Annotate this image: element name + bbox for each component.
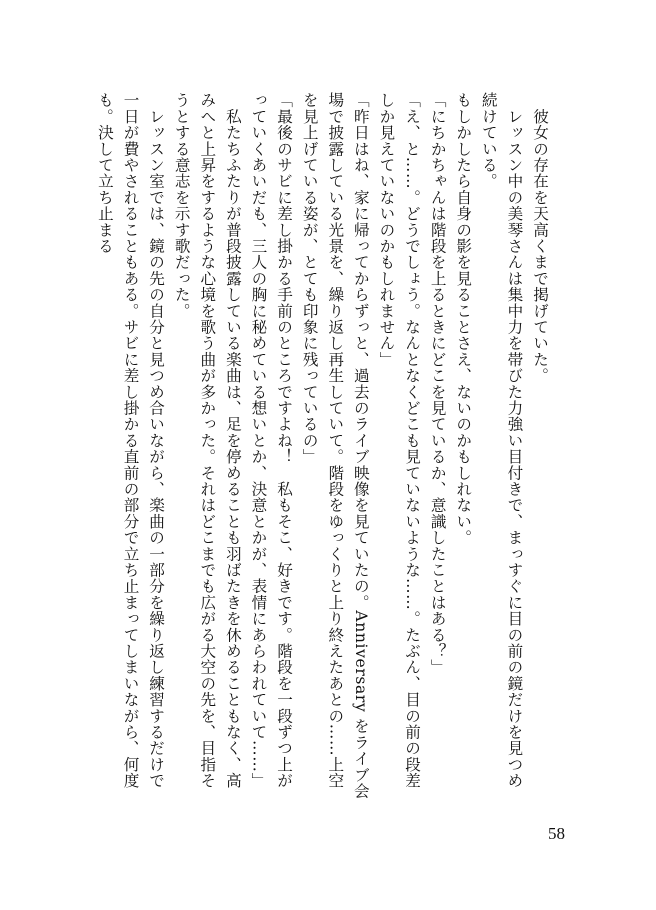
paragraph-1: 彼女の存在を天高くまで掲げていた。 — [531, 92, 549, 384]
paragraph-8: 私たちふたりが普段披露している楽曲は、足を停めることも羽ばたきを休めることもなく、高みへと上昇をするような心境を歌う曲が多かった。それはどこまでも広がる大空の先を、目指そうとする意志を示す歌だった。 — [172, 92, 242, 789]
body-text — [92, 92, 552, 800]
paragraph-9: レッスン室では、鏡の先の自分と見つめ合いながら、楽曲の一部分を繰り返し練習するだけで一日が費やされることもある。サビに差し掛かる直前の部分で立ち止まってしまいながら、何度も。決して立ち止まる — [95, 92, 166, 789]
paragraph-6: 「昨日はね、家に帰ってからずっと、過去のライブ映像を見ていたの。Anniversary をライブ会場で披露している光景を、繰り返し再生していて。階段をゆっくりと上り終えたあとの……上空を見上げている姿が、とても印象に残っているの」 — [300, 92, 370, 799]
paragraph-3: もしかしたら自身の影を見ることさえ、ないのかもしれない。 — [454, 92, 473, 546]
paragraph-2: レッスン中の美琴さんは集中力を帯びた力強い目付きで、まっすぐに目の前の鏡だけを見つめ続けている。 — [479, 92, 524, 789]
page-number: 58 — [548, 824, 565, 843]
paragraph-7: 「最後のサビに差し掛かる手前のところですよね！ 私もそこ、好きです。階段を一段ずつ上がっていくあいだも、三人の胸に秘めている想いとか、決意とかが、表情にあらわれていて……」 — [249, 92, 294, 789]
paragraph-4: 「にちかちゃんは階段を上るときにどこを見ているか、意識したことはある？」 — [428, 92, 447, 676]
paragraph-5: 「え、と……。どうでしょう。なんとなくどこも見ていないような……。たぶん、目の前の段差しか見えていないのかもしれません」 — [377, 92, 422, 789]
